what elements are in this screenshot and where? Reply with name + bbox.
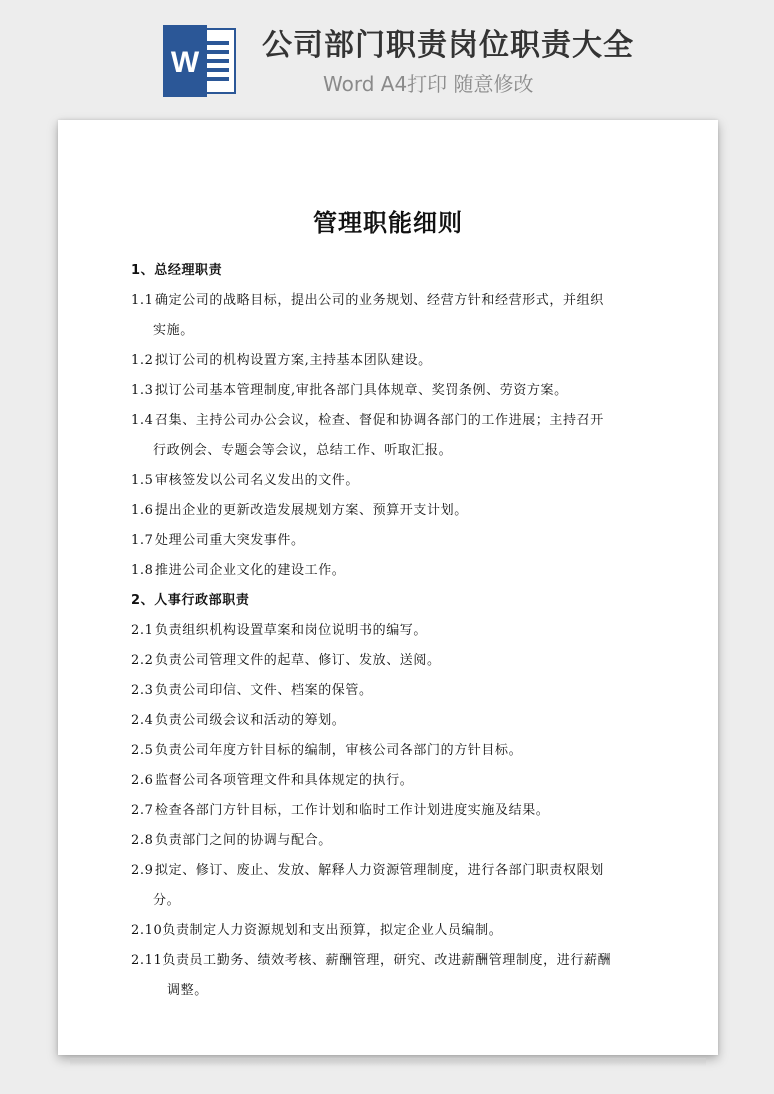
item-text: 负责公司印信、文件、档案的保管。 (155, 683, 373, 698)
item-number: 2.8 (131, 833, 154, 848)
list-item (131, 946, 651, 976)
list-item (131, 346, 651, 376)
list-item (131, 916, 651, 946)
item-text: 负责公司级会议和活动的筹划。 (155, 713, 346, 728)
item-number: 1.1 (131, 293, 154, 308)
list-item (131, 406, 651, 436)
item-continuation: 行政例会、专题会等会议，总结工作、听取汇报。 (153, 443, 453, 458)
item-number: 1.7 (131, 533, 154, 548)
item-text: 审核签发以公司名义发出的文件。 (155, 473, 360, 488)
document-title: 管理职能细则 (313, 209, 463, 237)
item-text: 拟订公司基本管理制度,审批各部门具体规章、奖罚条例、劳资方案。 (155, 383, 568, 398)
item-number: 1.3 (131, 383, 154, 398)
list-item (131, 706, 651, 736)
item-number: 1.8 (131, 563, 154, 578)
item-number: 2.1 (131, 623, 154, 638)
word-logo-letter: W (170, 46, 200, 79)
banner-title: 公司部门职责岗位职责大全 (262, 28, 634, 63)
list-item (131, 286, 651, 316)
item-number: 1.2 (131, 353, 154, 368)
item-number: 1.4 (131, 413, 154, 428)
item-text: 监督公司各项管理文件和具体规定的执行。 (155, 773, 414, 788)
header (0, 0, 774, 110)
document-body (131, 256, 651, 1006)
item-text: 负责员工勤务、绩效考核、薪酬管理，研究、改进薪酬管理制度，进行薪酬 (162, 953, 612, 968)
list-item (131, 796, 651, 826)
list-item (131, 676, 651, 706)
section-heading: 2、人事行政部职责 (131, 593, 250, 608)
item-number: 2.5 (131, 743, 154, 758)
list-item (131, 526, 651, 556)
item-number: 2.9 (131, 863, 154, 878)
section-heading: 1、总经理职责 (131, 263, 223, 278)
document-page (58, 120, 718, 1055)
item-text: 处理公司重大突发事件。 (155, 533, 305, 548)
list-item (131, 766, 651, 796)
item-number: 2.6 (131, 773, 154, 788)
item-number: 2.4 (131, 713, 154, 728)
item-number: 2.7 (131, 803, 154, 818)
item-text: 负责组织机构设置草案和岗位说明书的编写。 (155, 623, 428, 638)
list-item (131, 856, 651, 886)
item-text: 负责部门之间的协调与配合。 (155, 833, 332, 848)
item-text: 负责公司管理文件的起草、修订、发放、送阅。 (155, 653, 441, 668)
item-number: 1.6 (131, 503, 154, 518)
item-number: 1.5 (131, 473, 154, 488)
list-item (131, 616, 651, 646)
list-item (131, 496, 651, 526)
item-number: 2.11 (131, 953, 163, 968)
page-shadow (70, 1058, 706, 1066)
item-text: 推进公司企业文化的建设工作。 (155, 563, 346, 578)
banner-subtitle: Word A4打印 随意修改 (323, 72, 534, 96)
item-text: 拟定、修订、废止、发放、解释人力资源管理制度，进行各部门职责权限划 (155, 863, 604, 878)
item-text: 负责制定人力资源规划和支出预算，拟定企业人员编制。 (162, 923, 503, 938)
item-continuation: 实施。 (153, 323, 194, 338)
item-text: 负责公司年度方针目标的编制，审核公司各部门的方针目标。 (155, 743, 523, 758)
item-continuation: 调整。 (167, 983, 208, 998)
word-icon (163, 25, 237, 97)
list-item (131, 556, 651, 586)
list-item (131, 376, 651, 406)
list-item (131, 646, 651, 676)
list-item (131, 826, 651, 856)
item-number: 2.10 (131, 923, 163, 938)
item-text: 检查各部门方针目标，工作计划和临时工作计划进度实施及结果。 (155, 803, 550, 818)
item-number: 2.3 (131, 683, 154, 698)
list-item (131, 736, 651, 766)
list-item (131, 466, 651, 496)
item-text: 召集、主持公司办公会议，检查、督促和协调各部门的工作进展；主持召开 (155, 413, 604, 428)
item-text: 提出企业的更新改造发展规划方案、预算开支计划。 (155, 503, 468, 518)
item-text: 确定公司的战略目标，提出公司的业务规划、经营方针和经营形式，并组织 (155, 293, 604, 308)
item-text: 拟订公司的机构设置方案,主持基本团队建设。 (155, 353, 432, 368)
item-continuation: 分。 (153, 893, 181, 908)
item-number: 2.2 (131, 653, 154, 668)
